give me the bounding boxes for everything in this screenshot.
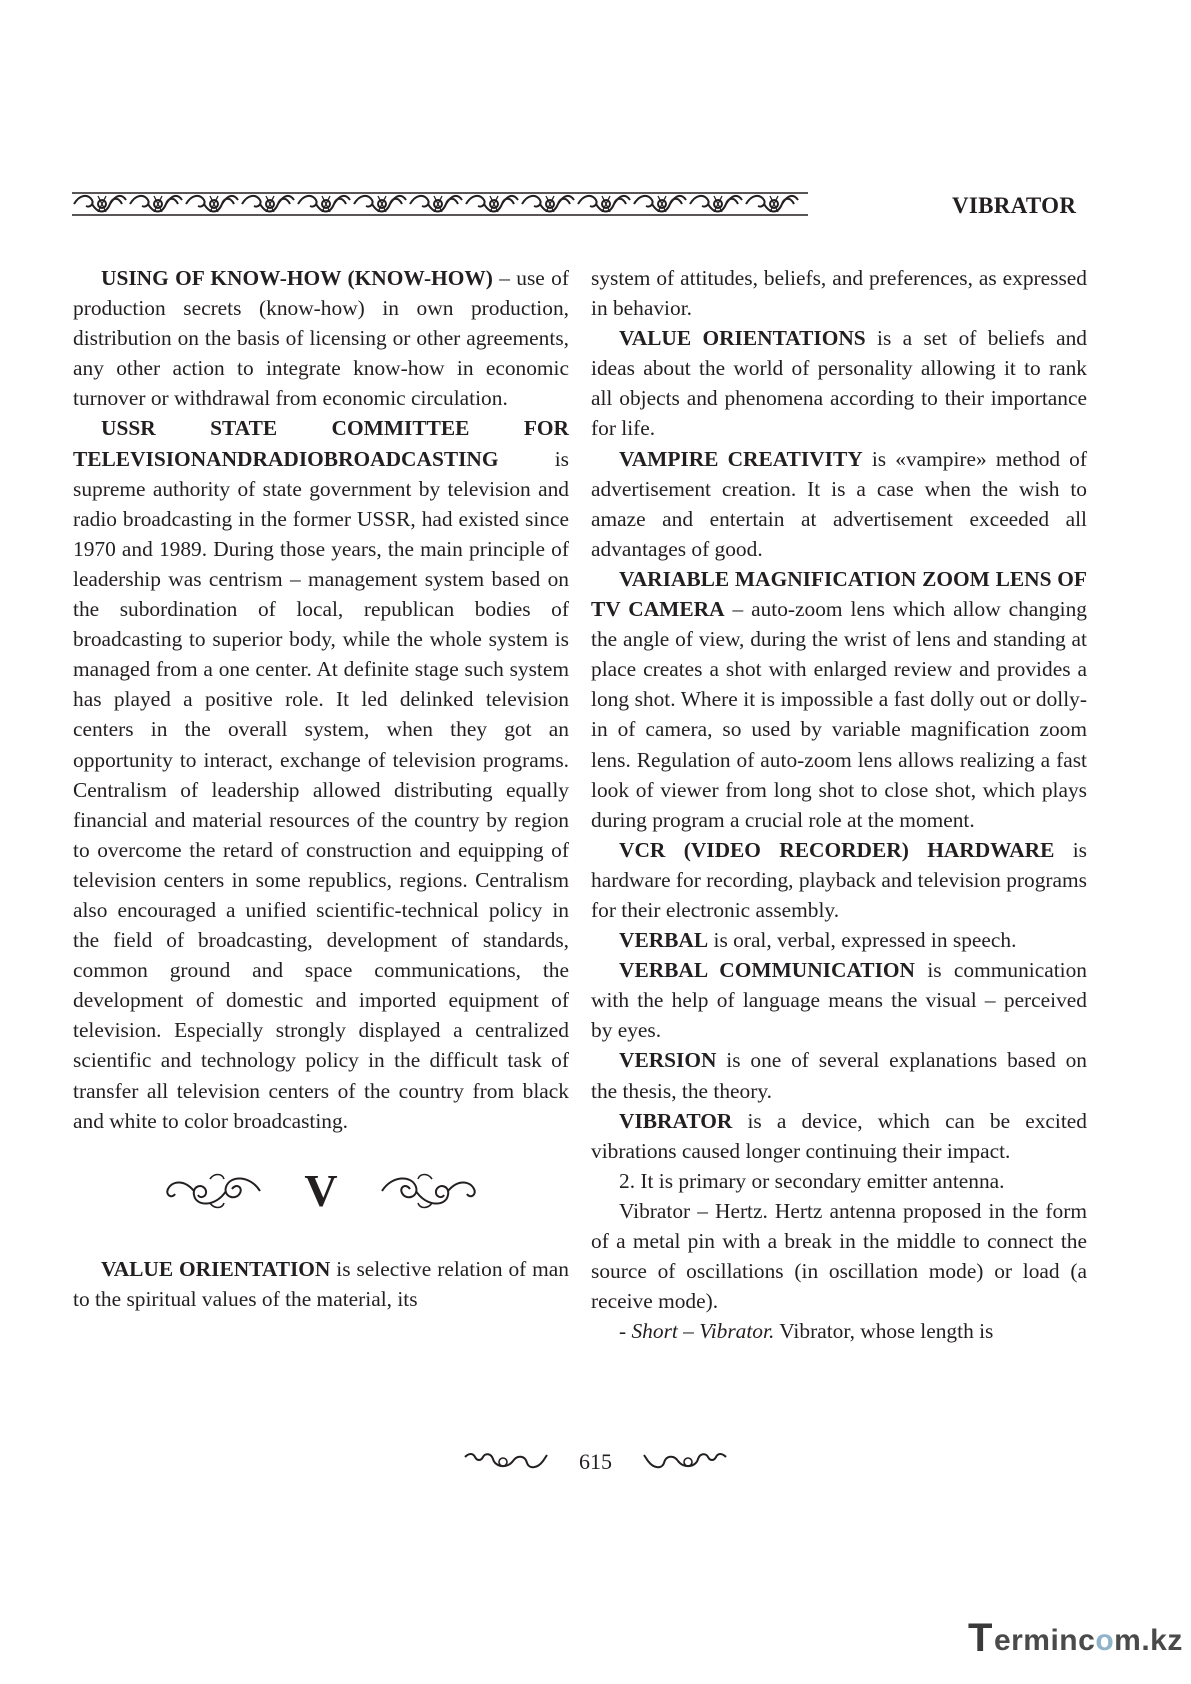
left-scroll-ornament-icon bbox=[160, 1169, 264, 1213]
short-vibrator-text bbox=[591, 1316, 1087, 1346]
watermark-text-part1: erminc bbox=[993, 1624, 1096, 1657]
entry-verbal bbox=[591, 925, 1087, 955]
entry-term: VERSION bbox=[619, 1048, 717, 1073]
entry-definition: is one of several explanations based on the thesis, the theory. bbox=[591, 1048, 1087, 1103]
entry-variable-zoom-lens bbox=[591, 564, 1087, 835]
page-number: 615 bbox=[579, 1449, 612, 1474]
entry-definition: is «vampire» method of advertisement creation. It is a case when the wish to amaze and entertain at advertisement exceeded all advantages of good. bbox=[591, 446, 1087, 561]
entry-ussr-committee bbox=[73, 413, 569, 1135]
entry-definition: – use of production secrets (know-how) in own production, distribution on the basis of licensing or other agreements, any other action to integrate know-how in economic turnover or withdrawal from economic circulation. bbox=[73, 266, 569, 411]
left-column bbox=[73, 263, 569, 1314]
entry-using-know-how bbox=[73, 263, 569, 413]
entry-definition: is supreme authority of state government by television and radio broadcasting in the former USSR, had existed since 1970 and 1989. During those years, the main principle of leadership was centrism – management system based on the subordination of local, republican bodies of broadcasting to superior body, while the whole system is managed from a one center. At definite stage such system has played a positive role. It led delinked television centers in the overall system, when they got an opportunity to interact, exchange of television programs. Centralism of leadership allowed distributing equally financial and material resources of the country by region to overcome the retard of construction and equipping of television centers in some republics, regions. Centralism also encouraged a unified scientific-technical policy in the field of broadcasting, development of standards, common ground and space communications, the development of domestic and imported equipment of television. Especially strongly displayed a centralized scientific and technology policy in the difficult task of transfer all television centers of the country from black and white to color broadcasting. bbox=[73, 446, 569, 1133]
entry-vcr-hardware bbox=[591, 835, 1087, 925]
section-letter: V bbox=[304, 1164, 338, 1216]
entry-term: VIBRATOR bbox=[619, 1108, 733, 1133]
entry-term: VARIABLE MAGNIFICATION ZOOM LENS OF TV CAMERA bbox=[591, 566, 1087, 622]
entry-definition: is communication with the help of language means the visual – perceived by eyes. bbox=[591, 958, 1088, 1043]
entry-term: VERBAL bbox=[619, 928, 709, 953]
ornament-band bbox=[72, 190, 808, 218]
section-divider bbox=[73, 1148, 569, 1234]
right-scroll-ornament-icon bbox=[378, 1169, 482, 1213]
entry-value-orientations bbox=[591, 323, 1087, 443]
entry-term: VERBAL COMMUNICATION bbox=[619, 958, 915, 983]
running-head: VIBRATOR bbox=[952, 193, 1077, 218]
watermark-text-part2: m.kz bbox=[1114, 1624, 1183, 1657]
entry-definition: is a set of beliefs and ideas about the world of personality allowing it to rank all objects and phenomena according to their importance for life. bbox=[591, 326, 1087, 441]
entry-definition: is hardware for recording, playback and television programs for their electronic assembly. bbox=[591, 837, 1087, 922]
entry-term: VALUE ORIENTATIONS bbox=[619, 326, 866, 351]
entry-definition: is oral, verbal, expressed in speech. bbox=[708, 928, 1017, 953]
list-dash: - bbox=[619, 1319, 632, 1344]
entry-definition: – auto-zoom lens which allow changing the angle of view, during the wrist of lens and standing at place creates a shot with enlarged review and provides a long shot. Where it is impossible a fast dolly out or dolly-in of camera, so used by variable magnification zoom lens. Regulation of auto-zoom lens allows realizing a fast look of viewer from long shot to close shot, which plays during program a crucial role at the moment. bbox=[591, 597, 1087, 832]
entry-term: VAMPIRE CREATIVITY bbox=[619, 446, 863, 471]
footer-left-ornament-icon bbox=[463, 1451, 549, 1473]
entry-verbal-communication bbox=[591, 955, 1087, 1045]
footer-right-ornament-icon bbox=[642, 1451, 728, 1473]
vibrator-hertz-text: Vibrator – Hertz. Hertz antenna proposed in the form of a metal pin with a break in the middle to connect the source of oscillations (in oscillation mode) or load (a receive mode). bbox=[591, 1198, 1087, 1314]
entry-term: VCR (VIDEO RECORDER) HARDWARE bbox=[619, 837, 1055, 862]
entry-definition: Vibrator, whose length is bbox=[774, 1319, 994, 1344]
right-column bbox=[591, 263, 1087, 1346]
watermark-letter-t: T bbox=[968, 1616, 993, 1660]
entry-term: VALUE ORIENTATION bbox=[101, 1256, 331, 1281]
entry-vampire-creativity bbox=[591, 444, 1087, 564]
page-footer bbox=[0, 1442, 1191, 1482]
entry-term: USSR STATE COMMITTEE FOR TELEVISIONANDRADIOBROADCASTING bbox=[73, 416, 569, 471]
entry-definition: is selective relation of man to the spiritual values of the material, its bbox=[73, 1256, 569, 1311]
entry-term: USING OF KNOW-HOW (KNOW-HOW) bbox=[101, 266, 493, 290]
entry-version bbox=[591, 1045, 1087, 1105]
vibrator-sense-2: 2. It is primary or secondary emitter antenna. bbox=[619, 1168, 1005, 1193]
subterm-italic: Short – Vibrator. bbox=[631, 1319, 775, 1344]
entry-definition: is a device, which can be excited vibrations caused longer continuing their impact. bbox=[591, 1108, 1087, 1163]
watermark-letter-o: o bbox=[1095, 1624, 1115, 1657]
entry-vibrator bbox=[591, 1106, 1087, 1166]
site-watermark bbox=[968, 1614, 1183, 1658]
entry-value-orientation bbox=[73, 1254, 569, 1314]
continuation-text: system of attitudes, beliefs, and preferences, as expressed in behavior. bbox=[591, 266, 1087, 321]
